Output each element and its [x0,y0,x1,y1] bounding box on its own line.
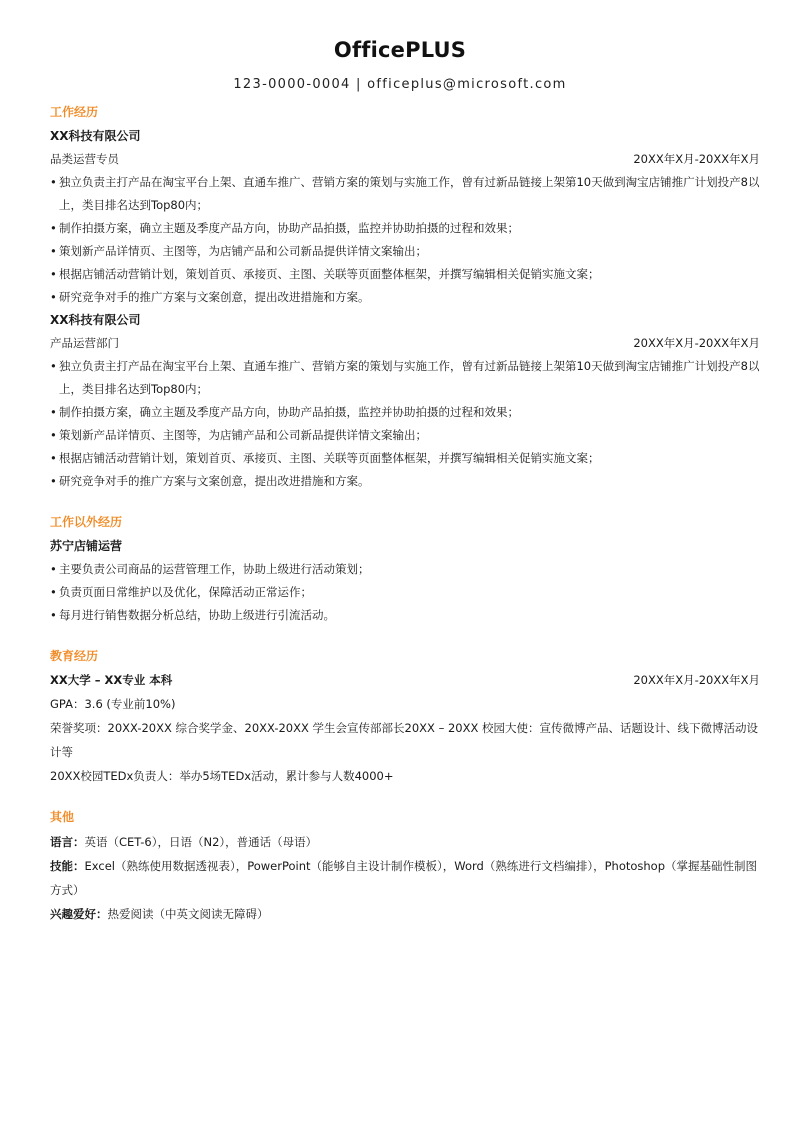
bullet-dot: • [50,359,57,373]
bullet-text: 每月进行销售数据分析总结，协助上级进行引流活动。 [59,608,335,622]
job-entry [50,309,760,493]
language-label: 语言： [50,835,85,849]
company-name: XX科技有限公司 [50,313,141,327]
hobby-value: 热爱阅读（中英文阅读无障碍） [107,907,269,921]
job-role: 产品运营部门 [50,336,119,350]
bullet-dot: • [50,267,57,281]
bullet-item [50,424,760,447]
section-title-extra: 工作以外经历 [50,515,123,529]
bullet-item [50,171,760,217]
contact-line: 123-0000-0004 | officeplus@microsoft.com [233,77,567,92]
tedx-line: 20XX校园TEDx负责人：举办5场TEDx活动，累计参与人数4000+ [50,769,394,783]
bullet-dot: • [50,608,57,622]
bullet-text: 研究竞争对手的推广方案与文案创意，提出改进措施和方案。 [59,290,370,304]
bullet-item [50,447,760,470]
bullet-dot: • [50,175,57,189]
bullet-text: 负责页面日常维护以及优化，保障活动正常运作； [59,585,312,599]
bullet-item [50,401,760,424]
language-line [50,830,760,854]
honors-line: 荣誉奖项：20XX-20XX 综合奖学金、20XX-20XX 学生会宣传部部长20XX – 20XX 校园大使：宣传微博产品、话题设计、线下微博活动设计等 [50,721,759,759]
bullet-item [50,581,760,604]
bullet-text: 主要负责公司商品的运营管理工作，协助上级进行活动策划； [59,562,370,576]
bullet-text: 制作拍摄方案，确立主题及季度产品方向，协助产品拍摄，监控并协助拍摄的过程和效果； [59,405,519,419]
section-title-work: 工作经历 [50,105,99,119]
bullet-item [50,604,760,627]
bullet-dot: • [50,585,57,599]
bullet-text: 根据店铺活动营销计划，策划首页、承接页、主图、关联等页面整体框架，并撰写编辑相关促销实施文案； [59,451,600,465]
bullet-dot: • [50,562,57,576]
bullet-item [50,240,760,263]
role-row [50,148,760,171]
education-date: 20XX年X月-20XX年X月 [633,673,760,687]
skills-label: 技能： [50,859,85,873]
role-row [50,332,760,355]
bullet-item [50,286,760,309]
job-entry [50,125,760,309]
bullet-dot: • [50,221,57,235]
bullet-item [50,470,760,493]
company-name: XX科技有限公司 [50,129,141,143]
bullet-item [50,263,760,286]
bullet-dot: • [50,290,57,304]
candidate-name: OfficePLUS [333,38,467,62]
bullet-item [50,558,760,581]
gpa-line: GPA：3.6 (专业前10%) [50,697,176,711]
bullet-text: 策划新产品详情页、主图等，为店铺产品和公司新品提供详情文案输出； [59,244,427,258]
bullet-item [50,217,760,240]
hobby-line [50,902,760,926]
hobby-label: 兴趣爱好： [50,907,108,921]
job-role: 品类运营专员 [50,152,119,166]
bullet-text: 研究竞争对手的推广方案与文案创意，提出改进措施和方案。 [59,474,370,488]
bullet-text: 根据店铺活动营销计划，策划首页、承接页、主图、关联等页面整体框架，并撰写编辑相关促销实施文案； [59,267,600,281]
bullet-dot: • [50,451,57,465]
bullet-dot: • [50,474,57,488]
org-name: 苏宁店铺运营 [50,539,123,553]
bullet-text: 策划新产品详情页、主图等，为店铺产品和公司新品提供详情文案输出； [59,428,427,442]
school-name: XX大学 – XX专业 本科 [50,673,173,687]
bullet-dot: • [50,405,57,419]
resume-content [50,99,760,926]
language-value: 英语（CET-6），日语（N2），普通话（母语） [84,835,318,849]
skills-line [50,854,760,902]
skills-value: Excel（熟练使用数据透视表），PowerPoint（能够自主设计制作模板），Word（熟练进行文档编排），Photoshop（掌握基础性制图方式） [50,859,758,897]
section-title-education: 教育经历 [50,649,99,663]
bullet-text: 制作拍摄方案，确立主题及季度产品方向，协助产品拍摄，监控并协助拍摄的过程和效果； [59,221,519,235]
school-row [50,669,760,692]
bullet-text: 独立负责主打产品在淘宝平台上架、直通车推广、营销方案的策划与实施工作，曾有过新品链接上架第10天做到淘宝店铺推广计划投产8以上，类目排名达到Top80内； [59,175,760,212]
bullet-dot: • [50,428,57,442]
bullet-dot: • [50,244,57,258]
bullet-item [50,355,760,401]
job-date: 20XX年X月-20XX年X月 [633,152,760,166]
bullet-text: 独立负责主打产品在淘宝平台上架、直通车推广、营销方案的策划与实施工作，曾有过新品链接上架第10天做到淘宝店铺推广计划投产8以上，类目排名达到Top80内； [59,359,760,396]
section-title-other: 其他 [50,810,75,824]
job-date: 20XX年X月-20XX年X月 [633,336,760,350]
